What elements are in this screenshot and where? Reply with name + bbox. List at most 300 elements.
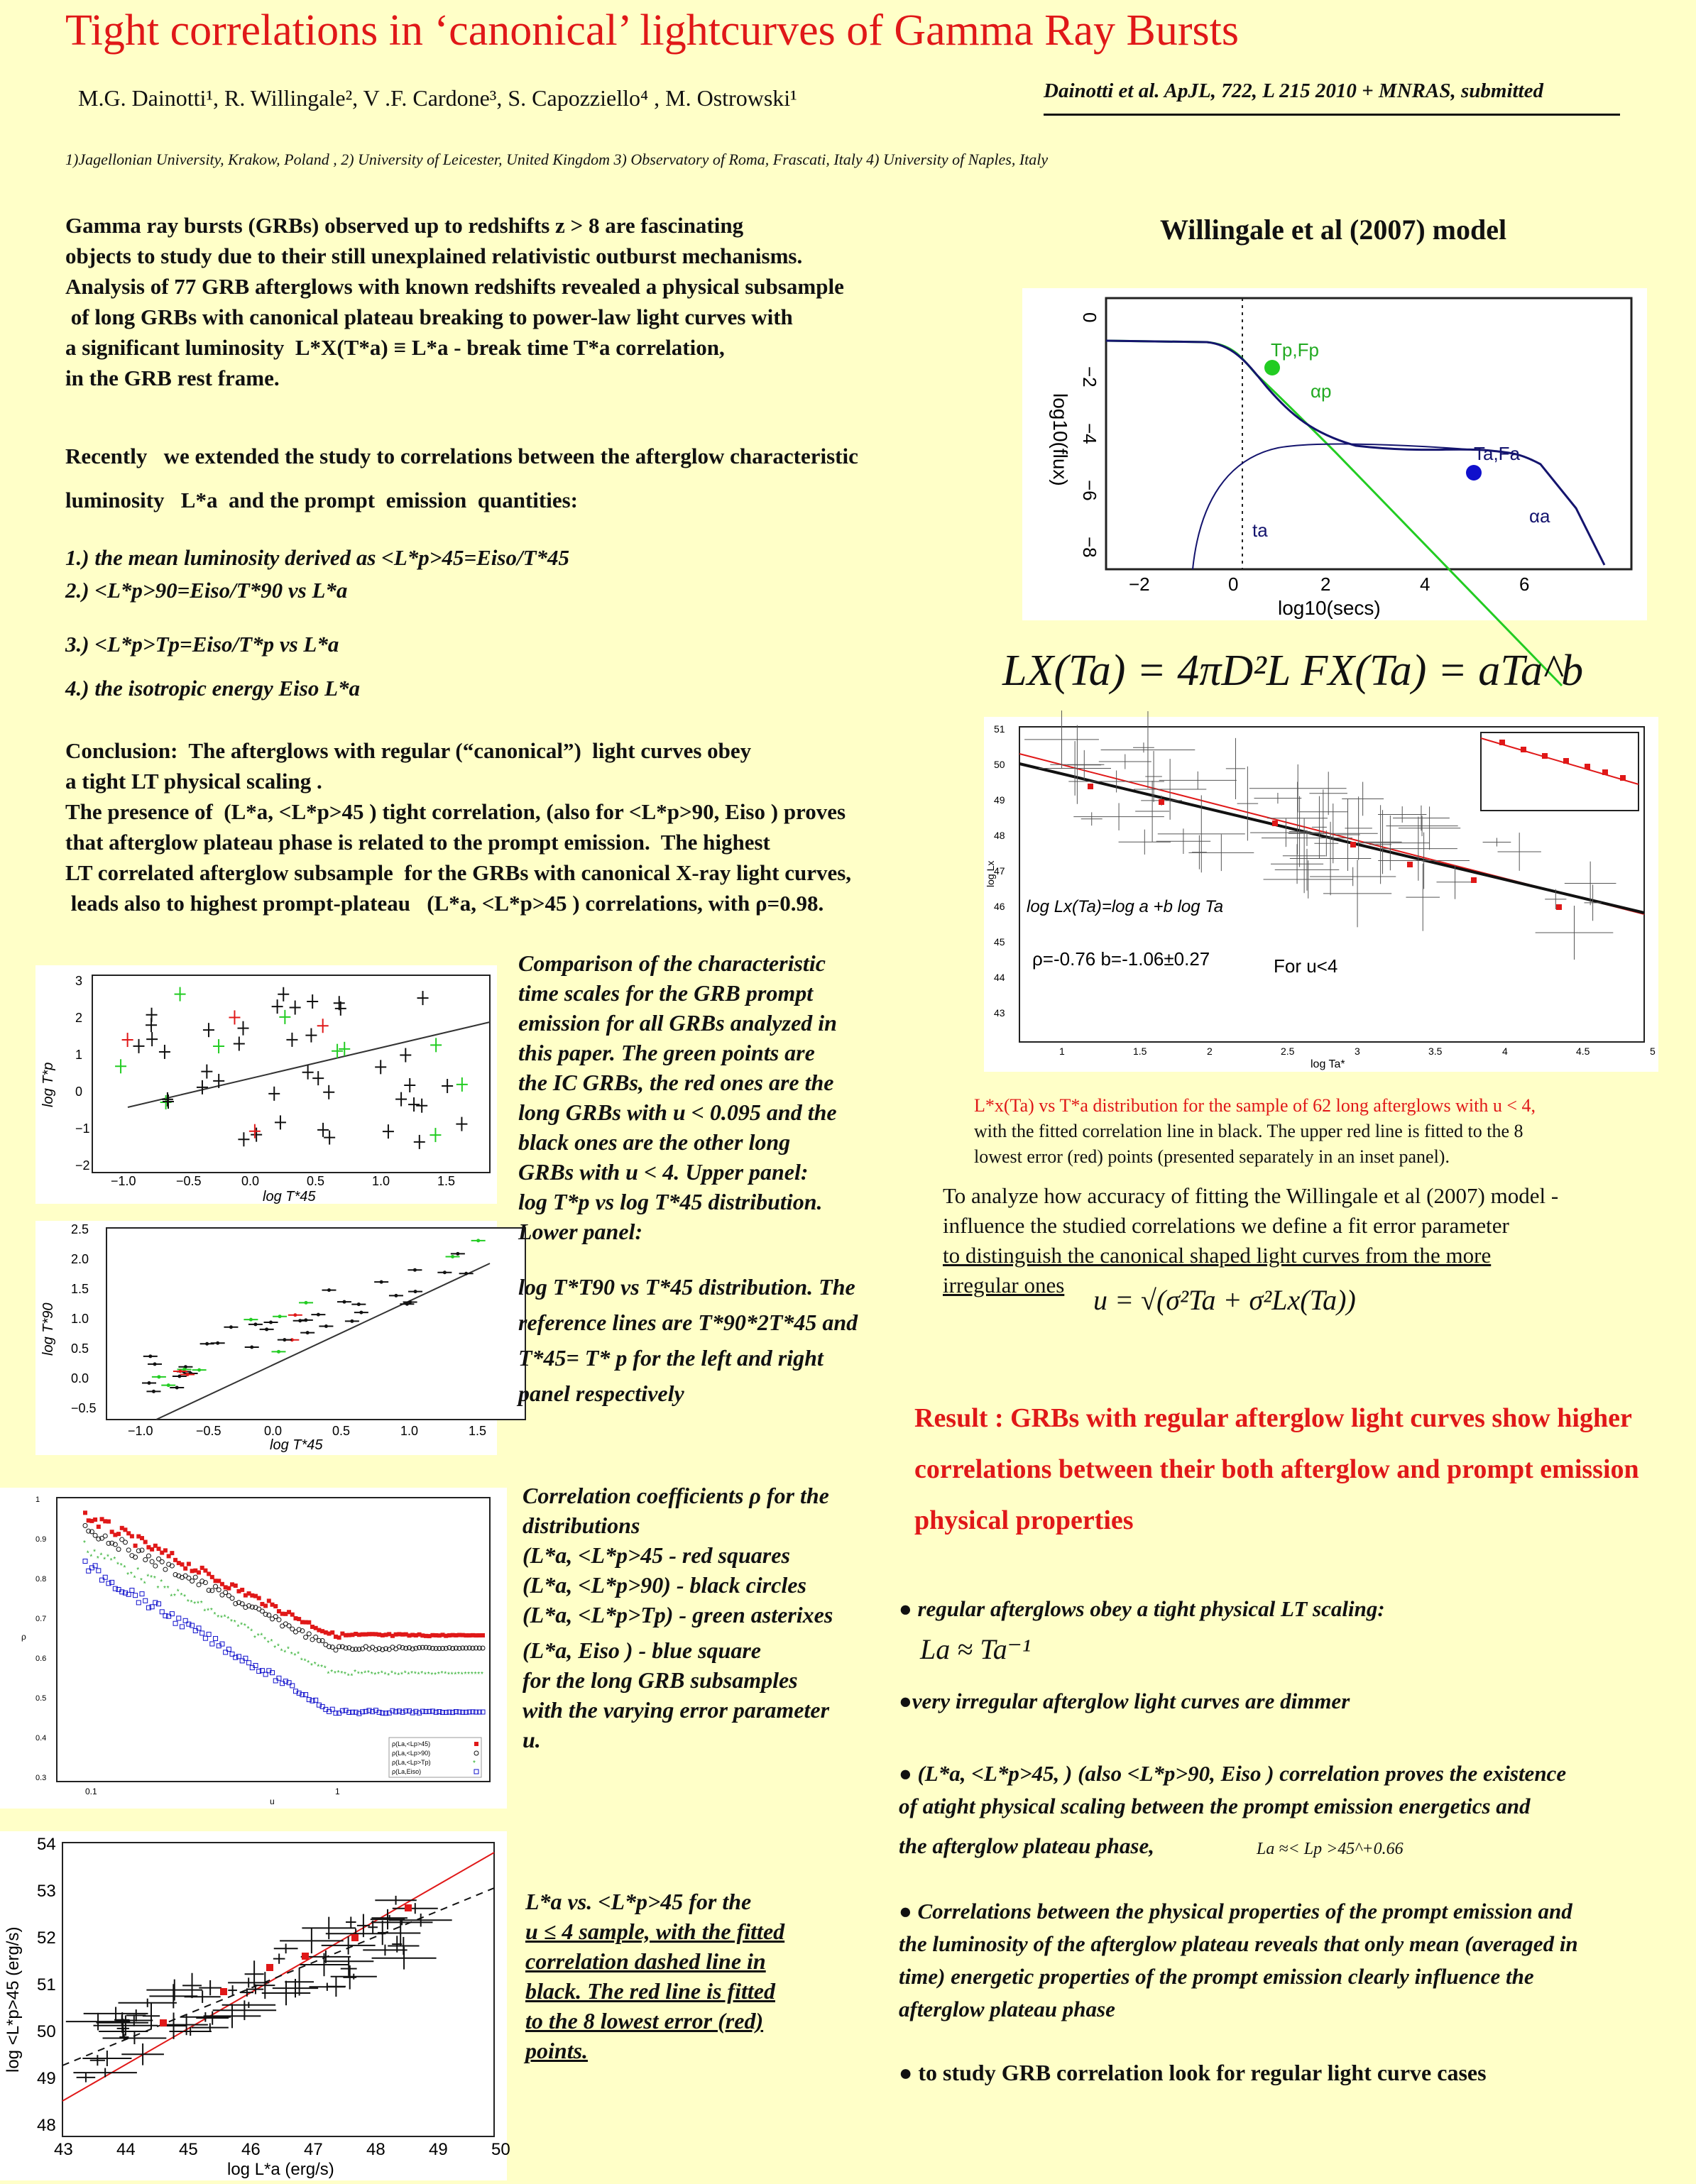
rho-red-square bbox=[133, 1544, 138, 1548]
lp-red-point bbox=[302, 1953, 309, 1960]
lp-red-point bbox=[220, 1988, 227, 1995]
rho-green-asterisk: * bbox=[186, 1598, 190, 1606]
rho-green-asterisk: * bbox=[236, 1623, 240, 1632]
analyze-line: influence the studied correlations we define a fit error parameter bbox=[943, 1213, 1509, 1238]
rho-green-asterisk: * bbox=[207, 1607, 210, 1615]
t90-point bbox=[408, 1300, 412, 1304]
axis-tick: 2.5 bbox=[71, 1222, 89, 1236]
analyze-line: irregular ones bbox=[943, 1273, 1065, 1297]
rho-red-square bbox=[163, 1548, 168, 1552]
rho-green-asterisk: * bbox=[387, 1672, 390, 1680]
axis-tick: 46 bbox=[241, 2140, 261, 2159]
t90-point bbox=[405, 1302, 409, 1306]
rho-green-asterisk: * bbox=[180, 1591, 183, 1600]
bullet-4-text: Correlations between the physical properties of the prompt emission and bbox=[917, 1899, 1572, 1924]
result-text: Result : GRBs with regular afterglow light curves show higher correlations between their both afterglow and prompt emission physical properties bbox=[914, 1403, 1639, 1535]
list-item-2: 2.) <L*p>90=Eiso/T*90 vs L*a bbox=[65, 578, 348, 603]
tp-label: Tp,Fp bbox=[1271, 339, 1319, 361]
rho-green-asterisk: * bbox=[150, 1574, 153, 1583]
lp-y-label: log <L*p>45 (erg/s) bbox=[4, 1926, 23, 2073]
tp-t45-plot bbox=[35, 965, 497, 1204]
t90-point bbox=[305, 1301, 308, 1305]
t90-point bbox=[250, 1345, 253, 1349]
rho-green-asterisk: * bbox=[129, 1571, 133, 1579]
axis-tick: 47 bbox=[304, 2140, 323, 2159]
rho-green-asterisk: * bbox=[474, 1670, 477, 1679]
rho-green-asterisk: * bbox=[153, 1575, 156, 1584]
rho-green-asterisk: * bbox=[363, 1669, 367, 1678]
axis-tick: 0.0 bbox=[241, 1174, 260, 1188]
axis-tick: 1.5 bbox=[71, 1282, 89, 1296]
model-figure bbox=[1022, 288, 1647, 620]
rho-green-asterisk: * bbox=[226, 1615, 230, 1623]
t90-point bbox=[152, 1390, 155, 1393]
t90-point bbox=[456, 1252, 459, 1256]
rho-green-asterisk: * bbox=[193, 1600, 197, 1608]
rho-green-asterisk: * bbox=[103, 1556, 106, 1564]
conclusion-text bbox=[65, 735, 988, 918]
rho-green-asterisk: * bbox=[217, 1613, 220, 1622]
time-caption-line: reference lines are T*90*2T*45 and bbox=[518, 1310, 858, 1335]
time-caption-line: emission for all GRBs analyzed in bbox=[518, 1010, 837, 1036]
rho-green-asterisk: * bbox=[246, 1625, 250, 1634]
axis-tick: 47 bbox=[994, 865, 1005, 877]
analyze-line: To analyze how accuracy of fitting the Willingale et al (2007) model - bbox=[943, 1183, 1559, 1208]
rho-green-asterisk: * bbox=[403, 1669, 407, 1678]
rho-green-asterisk: * bbox=[350, 1672, 354, 1681]
time-caption-line: GRBs with u < 4. Upper panel: bbox=[518, 1159, 809, 1185]
tp-y-ticks bbox=[75, 974, 90, 1173]
rho-red-square bbox=[143, 1540, 148, 1544]
t90-point bbox=[317, 1313, 320, 1317]
model-y-label: log10(flux) bbox=[1049, 393, 1071, 486]
tp-frame bbox=[92, 975, 490, 1173]
t0-label: ta bbox=[1252, 520, 1268, 541]
axis-tick: 5 bbox=[1650, 1046, 1656, 1057]
rho-caption-line: (L*a, <L*p>45 - red squares bbox=[523, 1542, 790, 1568]
lt-inset-point bbox=[1585, 764, 1590, 769]
bullet-1: ● regular afterglows obey a tight physical LT scaling: bbox=[899, 1596, 1385, 1621]
t90-x-label: log T*45 bbox=[270, 1437, 323, 1453]
axis-tick: 0.5 bbox=[332, 1424, 351, 1438]
rho-green-asterisk: * bbox=[390, 1669, 393, 1678]
rho-green-asterisk: * bbox=[256, 1632, 260, 1640]
lp-caption-line: black. The red line is fitted bbox=[525, 1978, 775, 2004]
rho-green-asterisk: * bbox=[173, 1593, 176, 1601]
list-item-4: 4.) the isotropic energy Eiso L*a bbox=[65, 676, 361, 701]
axis-tick: 2.5 bbox=[1281, 1046, 1295, 1057]
axis-tick: 1 bbox=[35, 1496, 40, 1504]
rho-green-asterisk: * bbox=[307, 1659, 310, 1668]
t90-point bbox=[350, 1319, 354, 1323]
rho-caption-line: u. bbox=[523, 1727, 541, 1752]
bullet-2: ●very irregular afterglow light curves are dimmer bbox=[899, 1689, 1350, 1713]
rho-green-asterisk: * bbox=[199, 1600, 203, 1608]
legend-green-asterisk: * bbox=[473, 1760, 476, 1767]
rho-green-asterisk: * bbox=[346, 1672, 350, 1681]
time-caption-line: panel respectively bbox=[518, 1381, 684, 1406]
bullet-1-equation: La ≈ Ta⁻¹ bbox=[920, 1633, 1031, 1665]
lt-inset-point bbox=[1620, 775, 1626, 781]
rho-green-asterisk: * bbox=[464, 1670, 467, 1679]
rho-red-square bbox=[130, 1534, 134, 1538]
axis-tick: 0.0 bbox=[71, 1371, 89, 1385]
rho-green-asterisk: * bbox=[450, 1671, 454, 1679]
rho-red-square bbox=[106, 1520, 111, 1524]
rho-green-asterisk: * bbox=[323, 1664, 327, 1673]
axis-tick: −1.0 bbox=[111, 1174, 136, 1188]
rho-green-asterisk: * bbox=[116, 1561, 119, 1569]
analyze-line: to distinguish the canonical shaped light curves from the more bbox=[943, 1243, 1492, 1268]
axis-tick: 44 bbox=[994, 972, 1005, 983]
intro-line: of long GRBs with canonical plateau breaking to power-law light curves with bbox=[65, 304, 793, 329]
rho-green-asterisk: * bbox=[373, 1671, 377, 1679]
time-caption-line: Comparison of the characteristic bbox=[518, 950, 826, 976]
lt-y-label: log Lx bbox=[985, 860, 996, 887]
rho-red-square bbox=[180, 1562, 184, 1566]
bullet-5: ● to study GRB correlation look for regular light curve cases bbox=[899, 2060, 1487, 2085]
rho-green-asterisk: * bbox=[297, 1650, 300, 1659]
rho-green-asterisk: * bbox=[290, 1651, 293, 1659]
rho-green-asterisk: * bbox=[183, 1593, 187, 1601]
lt-red-point bbox=[1272, 821, 1278, 826]
axis-tick: 50 bbox=[994, 759, 1005, 770]
axis-tick: 49 bbox=[429, 2140, 448, 2159]
rho-green-asterisk: * bbox=[430, 1672, 434, 1680]
rho-green-asterisk: * bbox=[270, 1637, 273, 1646]
rho-green-asterisk: * bbox=[327, 1670, 330, 1679]
intro-line: Analysis of 77 GRB afterglows with known redshifts revealed a physical subsample bbox=[65, 274, 844, 299]
bullet-2-text: very irregular afterglow light curves are dimmer bbox=[912, 1689, 1350, 1713]
axis-tick: −1 bbox=[75, 1121, 90, 1136]
rho-green-asterisk: * bbox=[340, 1669, 344, 1678]
tp-t45-figure bbox=[35, 965, 497, 1204]
t90-point bbox=[153, 1362, 157, 1366]
t90-point bbox=[178, 1369, 182, 1373]
intro-text bbox=[65, 210, 988, 393]
rho-green-asterisk: * bbox=[454, 1671, 457, 1679]
intro-line: in the GRB rest frame. bbox=[65, 366, 280, 390]
axis-tick: 1.5 bbox=[469, 1424, 487, 1438]
bullet-3-text: (L*a, <L*p>45, ) (also <L*p>90, Eiso ) correlation proves the existence bbox=[917, 1761, 1567, 1786]
bullet-4: ● Correlations between the physical properties of the prompt emission and the luminosity of the afterglow plateau reveals that only mean (averaged in time) energetic properties of the prompt emission clearly influence the afterglow plateau phase bbox=[899, 1895, 1578, 2026]
axis-tick: 3 bbox=[1355, 1046, 1360, 1057]
rho-green-asterisk: * bbox=[444, 1670, 447, 1679]
author-list: M.G. Dainotti¹, R. Willingale², V .F. Cardone³, S. Capozziello⁴ , M. Ostrowski¹ bbox=[78, 85, 797, 111]
time-caption-line: the IC GRBs, the red ones are the bbox=[518, 1070, 834, 1095]
rho-green-asterisk: * bbox=[356, 1670, 360, 1679]
lt-plot bbox=[984, 717, 1658, 1072]
aa-label: αa bbox=[1529, 505, 1550, 527]
t90-point bbox=[253, 1322, 257, 1326]
rho-green-asterisk: * bbox=[333, 1670, 337, 1679]
ap-label: αp bbox=[1311, 380, 1332, 402]
tp-point bbox=[1264, 360, 1280, 375]
rho-green-asterisk: * bbox=[377, 1671, 381, 1679]
t90-point bbox=[451, 1255, 454, 1258]
time-caption-line: T*45= T* p for the left and right bbox=[518, 1345, 824, 1371]
axis-tick: 44 bbox=[116, 2140, 136, 2159]
rho-red-square bbox=[170, 1551, 174, 1555]
rho-plot bbox=[0, 1488, 507, 1809]
t90-point bbox=[167, 1383, 170, 1387]
rho-red-square bbox=[197, 1570, 201, 1574]
axis-tick: −0.5 bbox=[71, 1401, 97, 1415]
axis-tick: 49 bbox=[37, 2069, 56, 2088]
rho-green-asterisk: * bbox=[213, 1610, 217, 1619]
bullet-1-text: regular afterglows obey a tight physical LT scaling: bbox=[917, 1596, 1385, 1621]
rho-red-square bbox=[187, 1562, 191, 1566]
t90-point bbox=[157, 1375, 160, 1378]
rho-green-asterisk: * bbox=[146, 1573, 150, 1581]
bullet-3: ● (L*a, <L*p>45, ) (also <L*p>90, Eiso ) correlation proves the existence of atight physical scaling between the prompt emission energetics and the afterglow plateau phase, bbox=[899, 1757, 1566, 1862]
tp-x-ticks bbox=[111, 1174, 455, 1188]
rho-red-square bbox=[210, 1575, 214, 1579]
bullet-4-text: the luminosity of the afterglow plateau reveals that only mean (averaged in bbox=[899, 1931, 1578, 1956]
rho-red-square bbox=[157, 1547, 161, 1551]
t90-point bbox=[229, 1325, 233, 1329]
lt-red-point bbox=[1407, 862, 1413, 867]
bullet-3-equation: La ≈< Lp >45^+0.66 bbox=[1257, 1840, 1404, 1858]
rho-green-asterisk: * bbox=[280, 1647, 283, 1656]
lt-note: For u<4 bbox=[1274, 955, 1338, 977]
u-formula: u = √(σ²Ta + σ²Lx(Ta)) bbox=[1093, 1284, 1356, 1316]
lt-red-point bbox=[1088, 784, 1093, 789]
t90-x-ticks bbox=[128, 1424, 486, 1438]
axis-tick: 53 bbox=[37, 1882, 56, 1901]
bullet-3-text: of atight physical scaling between the prompt emission energetics and bbox=[899, 1794, 1531, 1818]
t90-point bbox=[148, 1354, 152, 1358]
axis-tick: 3 bbox=[75, 974, 83, 988]
axis-tick: 4 bbox=[1502, 1046, 1508, 1057]
rho-green-asterisk: * bbox=[96, 1555, 99, 1564]
t90-point bbox=[175, 1386, 179, 1390]
rho-green-asterisk: * bbox=[397, 1672, 400, 1680]
rho-green-asterisk: * bbox=[93, 1548, 97, 1557]
lt-inset-point bbox=[1602, 769, 1608, 775]
rho-green-asterisk: * bbox=[219, 1614, 223, 1623]
rho-green-asterisk: * bbox=[380, 1669, 383, 1678]
axis-tick: 2.0 bbox=[71, 1252, 89, 1266]
axis-tick: 3.5 bbox=[1428, 1046, 1443, 1057]
axis-tick: 48 bbox=[37, 2116, 56, 2135]
rho-green-asterisk: * bbox=[420, 1669, 424, 1678]
rho-legend-entry: ρ(La,<Lp>Tp) bbox=[392, 1759, 431, 1766]
rho-green-asterisk: * bbox=[89, 1553, 93, 1562]
bullet-4-text: time) energetic properties of the prompt emission clearly influence the bbox=[899, 1964, 1534, 1989]
axis-tick: 4.5 bbox=[1576, 1046, 1590, 1057]
rho-green-asterisk: * bbox=[133, 1574, 136, 1583]
lp-red-point bbox=[160, 2019, 167, 2026]
analyze-text bbox=[943, 1181, 1558, 1300]
rho-green-asterisk: * bbox=[276, 1642, 280, 1651]
conclusion-line: a tight LT physical scaling . bbox=[65, 769, 322, 794]
lt-red-point bbox=[1350, 842, 1356, 847]
rho-red-square bbox=[330, 1630, 334, 1635]
lp-plot bbox=[0, 1831, 510, 2180]
rho-caption-line: (L*a, Eiso ) - blue square bbox=[523, 1637, 761, 1663]
time-caption-line: black ones are the other long bbox=[518, 1129, 791, 1155]
rho-green-asterisk: * bbox=[320, 1663, 324, 1672]
axis-tick: −0.5 bbox=[196, 1424, 221, 1438]
rho-green-asterisk: * bbox=[300, 1657, 303, 1665]
t90-point bbox=[205, 1342, 209, 1346]
axis-tick: 43 bbox=[994, 1007, 1005, 1019]
recent-line: Recently we extended the study to correlations between the afterglow characteristic bbox=[65, 444, 858, 468]
lt-inset-point bbox=[1521, 747, 1526, 752]
lt-caption bbox=[974, 1093, 1536, 1170]
lp-caption-line: u ≤ 4 sample, with the fitted bbox=[525, 1919, 785, 1944]
axis-tick: 1.0 bbox=[372, 1174, 390, 1188]
reference-citation: Dainotti et al. ApJL, 722, L 215 2010 + MNRAS, submitted bbox=[1044, 79, 1543, 102]
rho-green-asterisk: * bbox=[287, 1645, 290, 1654]
lt-inset-point bbox=[1542, 753, 1548, 759]
rho-green-asterisk: * bbox=[166, 1584, 170, 1593]
axis-tick: 0.5 bbox=[307, 1174, 325, 1188]
lp-caption-line: L*a vs. <L*p>45 for the bbox=[525, 1889, 752, 1914]
rho-red-square bbox=[337, 1635, 341, 1640]
lt-x-ticks bbox=[1059, 1046, 1656, 1057]
t90-point bbox=[414, 1290, 417, 1293]
rho-green-asterisk: * bbox=[253, 1634, 256, 1642]
rho-green-asterisk: * bbox=[393, 1671, 397, 1679]
rho-x-label: u bbox=[270, 1796, 275, 1806]
axis-tick: 43 bbox=[54, 2140, 73, 2159]
conclusion-line: that afterglow plateau phase is related to the prompt emission. The highest bbox=[65, 830, 770, 855]
rho-legend-entry: ρ(La,<Lp>90) bbox=[392, 1750, 431, 1757]
rho-red-square bbox=[263, 1603, 268, 1608]
lp-red-point bbox=[405, 1904, 412, 1911]
list-item-1: 1.) the mean luminosity derived as <L*p>45=Eiso/T*45 bbox=[65, 545, 570, 570]
rho-green-asterisk: * bbox=[293, 1652, 297, 1661]
conclusion-line: Conclusion: The afterglows with regular (“canonical”) light curves obey bbox=[65, 738, 752, 763]
t90-t45-figure bbox=[35, 1221, 497, 1455]
rho-legend bbox=[389, 1738, 481, 1777]
lt-inset-point bbox=[1563, 758, 1569, 764]
t90-point bbox=[413, 1268, 417, 1272]
rho-green-asterisk: * bbox=[283, 1649, 287, 1657]
legend-red-square bbox=[474, 1742, 478, 1746]
x-tick: 6 bbox=[1519, 574, 1530, 595]
rho-green-asterisk: * bbox=[427, 1670, 430, 1679]
rho-caption-line: (L*a, <L*p>Tp) - green asterixes bbox=[523, 1602, 833, 1628]
lp-red-point bbox=[351, 1934, 359, 1941]
t90-point bbox=[464, 1272, 468, 1275]
bullet-4-text: afterglow plateau phase bbox=[899, 1997, 1115, 2021]
t90-point bbox=[249, 1318, 253, 1322]
rho-green-asterisk: * bbox=[360, 1671, 363, 1679]
bullet-5-text: to study GRB correlation look for regular light curve cases bbox=[918, 2060, 1487, 2085]
rho-x-tick: 1 bbox=[335, 1787, 340, 1796]
rho-green-asterisk: * bbox=[437, 1670, 440, 1679]
axis-tick: 0.4 bbox=[35, 1734, 47, 1743]
lp-caption-line: to the 8 lowest error (red) bbox=[525, 2008, 764, 2034]
rho-green-asterisk: * bbox=[197, 1600, 199, 1608]
lp-red-point bbox=[266, 1964, 273, 1971]
rho-red-square bbox=[307, 1620, 311, 1625]
axis-tick: 1.5 bbox=[437, 1174, 456, 1188]
rho-green-asterisk: * bbox=[410, 1669, 414, 1678]
rho-green-asterisk: * bbox=[367, 1669, 370, 1678]
y-tick: −2 bbox=[1079, 366, 1100, 388]
recent-text bbox=[65, 434, 858, 522]
axis-tick: 1.0 bbox=[400, 1424, 419, 1438]
rho-green-asterisk: * bbox=[170, 1593, 173, 1601]
rho-red-square bbox=[267, 1598, 271, 1603]
rho-green-asterisk: * bbox=[447, 1671, 450, 1679]
axis-tick: 48 bbox=[366, 2140, 385, 2159]
t90-point bbox=[380, 1280, 383, 1284]
rho-caption-line: (L*a, <L*p>90) - black circles bbox=[523, 1572, 806, 1598]
t90-point bbox=[269, 1321, 273, 1324]
rho-green-asterisk: * bbox=[303, 1657, 307, 1666]
rho-green-asterisk: * bbox=[440, 1670, 444, 1679]
axis-tick: 0.5 bbox=[71, 1341, 89, 1356]
time-caption-line: log T*p vs log T*45 distribution. bbox=[518, 1189, 823, 1214]
t90-point bbox=[306, 1331, 310, 1334]
lp-figure bbox=[0, 1831, 510, 2180]
axis-tick: 0 bbox=[75, 1085, 83, 1099]
rho-green-asterisk: * bbox=[190, 1599, 193, 1608]
rho-green-asterisk: * bbox=[203, 1608, 207, 1616]
rho-green-asterisk: * bbox=[413, 1670, 417, 1679]
rho-green-asterisk: * bbox=[156, 1584, 160, 1593]
rho-caption-line: for the long GRB subsamples bbox=[523, 1667, 798, 1693]
rho-red-square bbox=[97, 1525, 101, 1529]
rho-red-square bbox=[234, 1584, 238, 1588]
rho-red-square bbox=[240, 1588, 244, 1592]
axis-tick: 54 bbox=[37, 1835, 56, 1854]
conclusion-line: LT correlated afterglow subsample for the GRBs with canonical X-ray light curves, bbox=[65, 860, 852, 885]
axis-tick: 48 bbox=[994, 830, 1005, 841]
model-plot bbox=[1022, 288, 1647, 620]
rho-red-square bbox=[116, 1532, 121, 1536]
t90-point bbox=[278, 1315, 282, 1318]
lt-inset-point bbox=[1499, 740, 1505, 745]
rho-green-asterisk: * bbox=[263, 1635, 267, 1644]
lp-caption bbox=[525, 1887, 784, 2065]
rho-green-asterisk: * bbox=[209, 1606, 213, 1615]
x-tick: −2 bbox=[1129, 574, 1150, 595]
rho-green-asterisk: * bbox=[313, 1661, 317, 1669]
rho-green-asterisk: * bbox=[260, 1632, 263, 1640]
rho-green-asterisk: * bbox=[83, 1539, 86, 1547]
rho-green-asterisk: * bbox=[344, 1671, 346, 1679]
rho-red-square bbox=[290, 1613, 295, 1617]
rho-y-label: ρ bbox=[21, 1632, 26, 1642]
rho-green-asterisk: * bbox=[113, 1556, 116, 1564]
x-tick: 2 bbox=[1320, 574, 1331, 595]
lp-caption-line: correlation dashed line in bbox=[525, 1948, 766, 1974]
t90-point bbox=[265, 1327, 268, 1331]
rho-caption-line: with the varying error parameter bbox=[523, 1697, 830, 1723]
axis-tick: 51 bbox=[37, 1975, 56, 1994]
rho-green-asterisk: * bbox=[407, 1671, 410, 1679]
lt-formula: log Lx(Ta)=log a +b log Ta bbox=[1027, 897, 1224, 916]
rho-figure bbox=[0, 1488, 507, 1809]
rho-green-asterisk: * bbox=[230, 1618, 233, 1626]
list-item-3: 3.) <L*p>Tp=Eiso/T*p vs L*a bbox=[65, 632, 339, 657]
t90-point bbox=[277, 1350, 280, 1354]
axis-tick: 50 bbox=[37, 2022, 56, 2041]
bullet-3-text: the afterglow plateau phase, bbox=[899, 1833, 1154, 1858]
rho-red-square bbox=[140, 1536, 144, 1540]
lp-x-ticks bbox=[54, 2140, 510, 2159]
y-tick: −6 bbox=[1079, 480, 1100, 501]
rho-green-asterisk: * bbox=[481, 1671, 483, 1679]
rho-green-asterisk: * bbox=[310, 1662, 313, 1670]
axis-tick: 46 bbox=[994, 901, 1005, 912]
